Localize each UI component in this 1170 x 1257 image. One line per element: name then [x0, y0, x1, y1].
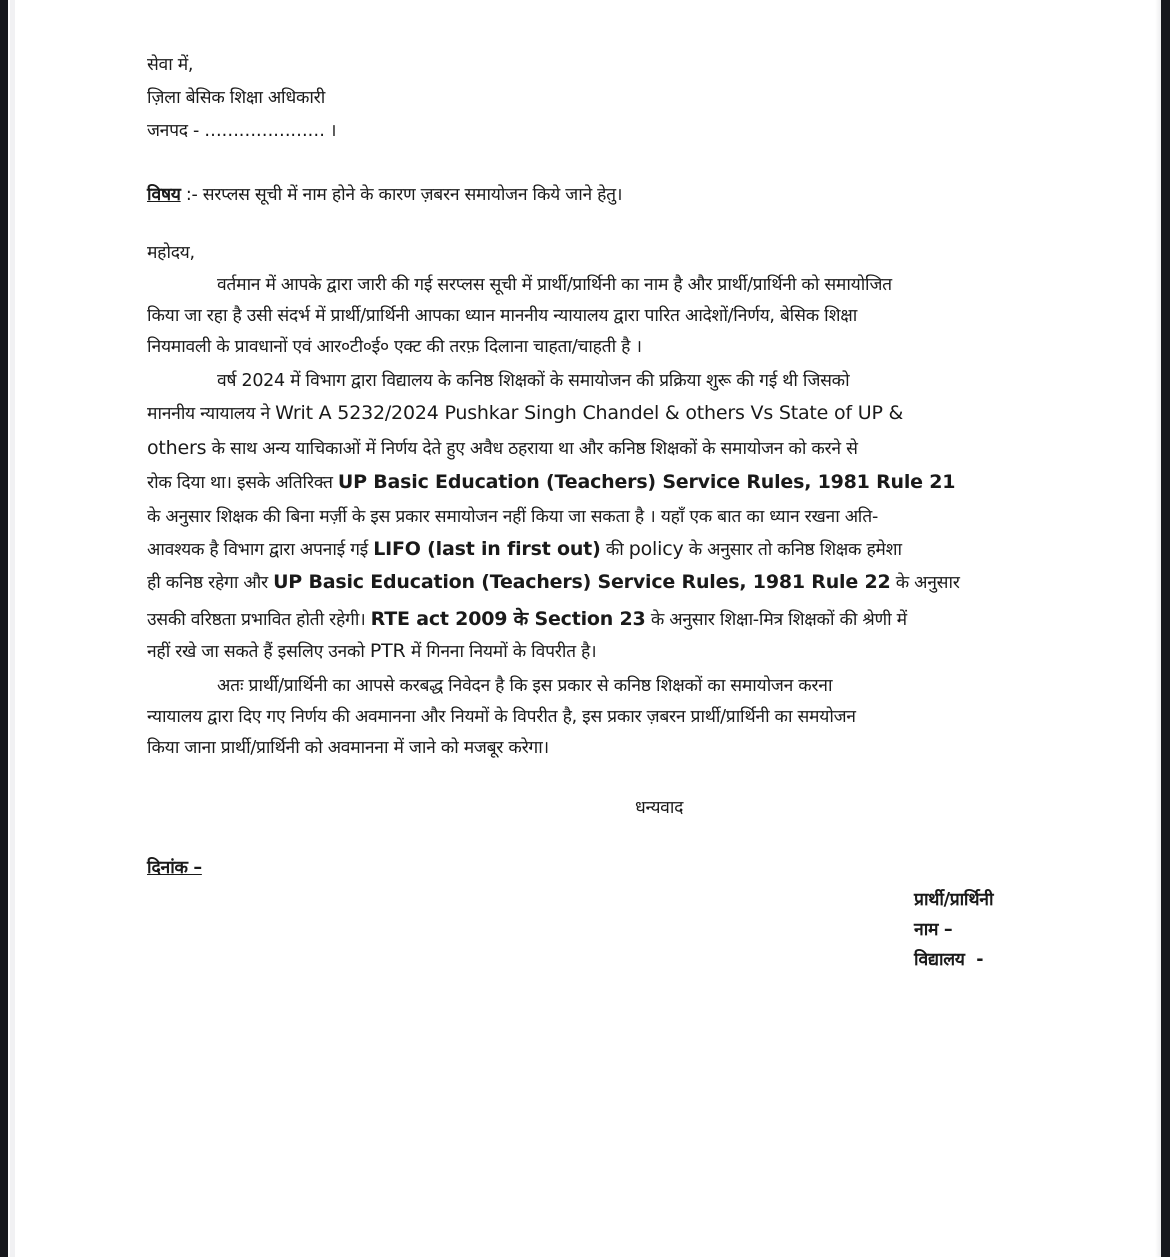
policy-word: policy [628, 538, 684, 560]
para2-text: के अनुसार [890, 573, 960, 593]
subject-label: विषय [147, 185, 181, 205]
para2-line [147, 605, 907, 631]
left-dark-border [0, 0, 8, 1257]
right-dark-border [1161, 0, 1170, 1257]
para2-text: के अनुसार तो कनिष्ठ शिक्षक हमेशा [683, 540, 902, 560]
para1-line: नियमावली के प्रावधानों एवं आर०टी०ई० एक्ट की तरफ़ दिलाना चाहता/चाहती है । [147, 337, 642, 357]
address-district: जनपद - ………………… । [147, 121, 337, 141]
para3-line: किया जाना प्रार्थी/प्रार्थिनी को अवमानना में जाने को मजबूर करेगा। [147, 738, 549, 758]
salutation: महोदय, [147, 243, 195, 263]
left-page-edge [10, 0, 15, 1257]
para2-text: में गिनना नियमों के विपरीत है। [405, 642, 597, 662]
para2-line [147, 570, 960, 594]
thanks: धन्यवाद [635, 798, 684, 818]
address-to: सेवा में, [147, 55, 194, 75]
rte-citation: RTE act 2009 के Section 23 [370, 608, 646, 630]
para2-line: के अनुसार शिक्षक की बिना मर्ज़ी के इस प्रकार समायोजन नहीं किया जा सकता है । यहाँ एक बात का ध्यान रखना अति- [147, 507, 878, 527]
para2-line [147, 436, 858, 460]
rule-22-citation: UP Basic Education (Teachers) Service Rules, 1981 Rule 22 [273, 571, 891, 593]
para2-text: माननीय न्यायालय ने [147, 404, 276, 424]
para3-line: न्यायालय द्वारा दिए गए निर्णय की अवमानना और नियमों के विपरीत है, इस प्रकार ज़बरन प्रार्थी/प्रार्थिनी का समयोजन [147, 707, 856, 727]
para1-line: किया जा रहा है उसी संदर्भ में प्रार्थी/प्रार्थिनी आपका ध्यान माननीय न्यायालय द्वारा पारित आदेशों/निर्णय, बेसिक शिक्षा [147, 306, 858, 326]
date-label: दिनांक – [147, 858, 202, 878]
subject-line [147, 182, 622, 206]
ptr-term: PTR [369, 640, 406, 662]
signature-name: नाम – [914, 920, 953, 940]
subject-text: :- सरप्लस सूची में नाम होने के कारण ज़बरन समायोजन किये जाने हेतु। [180, 185, 623, 205]
para2-text: ही कनिष्ठ रहेगा और [147, 573, 274, 593]
para3-line: अतः प्रार्थी/प्रार्थिनी का आपसे करबद्ध निवेदन है कि इस प्रकार से कनिष्ठ शिक्षकों का समायोजन करना [217, 676, 833, 696]
address-officer: ज़िला बेसिक शिक्षा अधिकारी [147, 88, 326, 108]
para2-text: नहीं रखे जा सकते हैं इसलिए उनको [147, 642, 370, 662]
para1-line: वर्तमान में आपके द्वारा जारी की गई सरप्लस सूची में प्रार्थी/प्रार्थिनी का नाम है और प्रार्थी/प्रार्थिनी को समायोजित [217, 275, 892, 295]
para2-text: के अनुसार शिक्षा-मित्र शिक्षकों की श्रेणी में [645, 610, 907, 630]
lifo-term: LIFO (last in first out) [373, 538, 601, 560]
para2-text: आवश्यक है विभाग द्वारा अपनाई गई [147, 540, 374, 560]
writ-citation: Writ A 5232/2024 Pushkar Singh Chandel & others Vs State of UP & [275, 402, 904, 424]
para2-line [147, 639, 596, 663]
para2-text: रोक दिया था। इसके अतिरिक्त [147, 473, 338, 493]
signature-applicant: प्रार्थी/प्रार्थिनी [914, 890, 994, 910]
para2-text: उसकी वरिष्ठता प्रभावित होती रहेगी। [147, 610, 371, 630]
rule-21-citation: UP Basic Education (Teachers) Service Rules, 1981 Rule 21 [337, 471, 956, 493]
para2-line: वर्ष 2024 में विभाग द्वारा विद्यालय के कनिष्ठ शिक्षकों के समायोजन की प्रक्रिया शुरू की गई थी जिसको [217, 371, 850, 391]
para2-line [147, 470, 955, 494]
para2-line [147, 537, 902, 561]
para2-text: की [600, 540, 629, 560]
signature-school: विद्यालय - [914, 950, 984, 970]
para2-text: others [147, 437, 207, 459]
para2-text: के साथ अन्य याचिकाओं में निर्णय देते हुए अवैध ठहराया था और कनिष्ठ शिक्षकों के समायोजन को करने से [206, 439, 858, 459]
para2-line [147, 401, 903, 425]
